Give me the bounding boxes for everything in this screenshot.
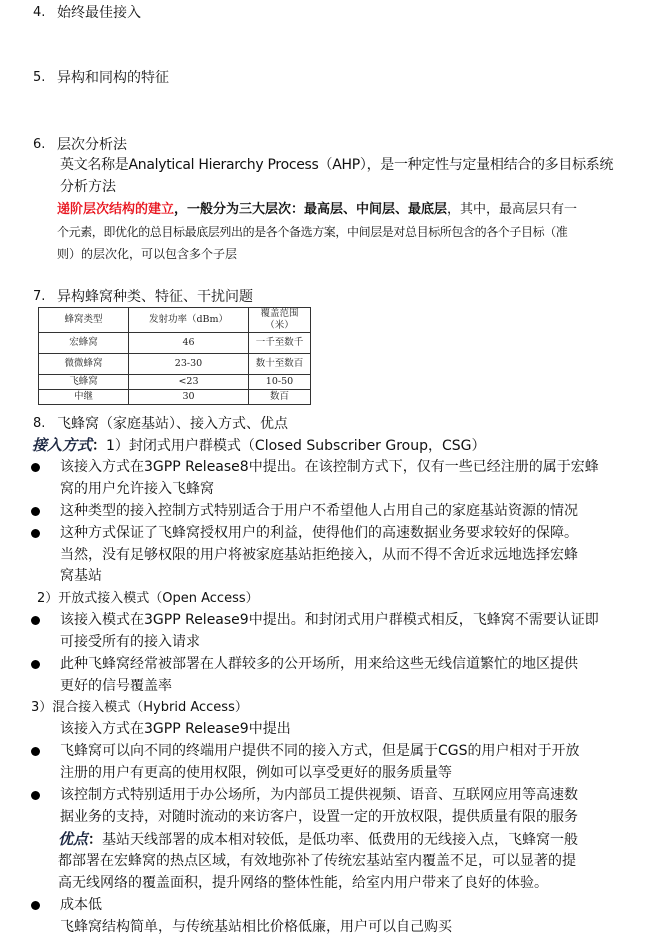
section-4-title: 始终最佳接入 bbox=[57, 5, 141, 21]
advantage-line bbox=[58, 829, 578, 849]
section-5-title: 异构和同构的特征 bbox=[57, 70, 169, 86]
table-row bbox=[39, 390, 311, 405]
table-cell: 数十至数百 bbox=[249, 354, 311, 375]
table-row bbox=[39, 375, 311, 390]
paragraph-line: 英文名称是Analytical Hierarchy Process（AHP），是一种定性与定量相结合的多目标系统 bbox=[60, 157, 614, 173]
bullet-line: 该接入模式在3GPP Release9中提出。和封闭式用户群模式相反，飞蜂窝不需要认证即 bbox=[60, 612, 599, 628]
section-number: 6. bbox=[33, 137, 46, 152]
colon: ： bbox=[92, 438, 107, 454]
paragraph-line: 高无线网络的覆盖面积，提升网络的整体性能，给室内用户带来了良好的体验。 bbox=[58, 875, 548, 891]
bullet-line: 该接入方式在3GPP Release8中提出。在该控制方式下，仅有一些已经注册的属于宏蜂 bbox=[60, 459, 599, 475]
paragraph-line bbox=[57, 200, 577, 220]
bullet-line: 此种飞蜂窝经常被部署在人群较多的公开场所，用来给这些无线信道繁忙的地区提供 bbox=[60, 656, 578, 672]
table-cell: 微微蜂窝 bbox=[39, 354, 129, 375]
table-row bbox=[39, 354, 311, 375]
bullet-line: 这种方式保证了飞蜂窝授权用户的利益，使得他们的高速数据业务要求较好的保障。 bbox=[60, 525, 578, 541]
table-cell: 10-50 bbox=[249, 375, 311, 390]
section-number: 7. bbox=[33, 289, 46, 304]
bullet-icon bbox=[31, 529, 40, 538]
paragraph-line: 则）的层次化，可以包含多个子层 bbox=[57, 247, 238, 261]
paragraph-line: 分析方法 bbox=[60, 179, 116, 195]
bullet-line: 该控制方式特别适用于办公场所，为内部员工提供视频、语音、互联网应用等高速数 bbox=[60, 787, 578, 803]
table-cell: 46 bbox=[129, 333, 249, 354]
table-cell: 30 bbox=[129, 390, 249, 405]
section-number: 4. bbox=[33, 5, 46, 20]
bullet-line: 这种类型的接入控制方式特别适合于用户不希望他人占用自己的家庭基站资源的情况 bbox=[60, 503, 578, 519]
bullet-icon bbox=[31, 660, 40, 669]
table-cell: 宏蜂窝 bbox=[39, 333, 129, 354]
table-cell: 23-30 bbox=[129, 354, 249, 375]
bullet-icon bbox=[31, 747, 40, 756]
paragraph-line: 飞蜂窝结构简单，与传统基站相比价格低廉，用户可以自己购买 bbox=[60, 919, 452, 935]
header-cell: 蜂窝类型 bbox=[39, 308, 129, 333]
table-cell: 数百 bbox=[249, 390, 311, 405]
section-number: 8. bbox=[33, 416, 46, 431]
highlight-text: 递阶层次结构的建立 bbox=[57, 202, 175, 217]
bullet-line: 成本低 bbox=[60, 897, 102, 913]
bullet-icon bbox=[31, 463, 40, 472]
bullet-line: 可接受所有的接入请求 bbox=[60, 634, 200, 650]
header-cell: 覆盖范围（米） bbox=[249, 308, 311, 333]
mode-1-title: 1）封闭式用户群模式（Closed Subscriber Group，CSG） bbox=[106, 438, 486, 454]
table-cell: 飞蜂窝 bbox=[39, 375, 129, 390]
access-label: 接入方式 bbox=[32, 436, 93, 454]
mode-3-title: 3）混合接入模式（Hybrid Access） bbox=[31, 700, 248, 715]
bullet-line: 注册的用户有更高的使用权限，例如可以享受更好的服务质量等 bbox=[60, 765, 452, 781]
table-row bbox=[39, 333, 311, 354]
bullet-line: 据业务的支持，对随时流动的来访客户，设置一定的开放权限，提供质量有限的服务 bbox=[60, 809, 578, 825]
bullet-line: 飞蜂窝可以向不同的终端用户提供不同的接入方式，但是属于CGS的用户相对于开放 bbox=[60, 743, 580, 759]
section-6-title: 层次分析法 bbox=[57, 137, 127, 153]
text: 基站天线部署的成本相对较低，是低功率、低费用的无线接入点，飞蜂窝一般 bbox=[102, 832, 579, 848]
header-cell: 发射功率（dBm） bbox=[129, 308, 249, 333]
table-cell: 中继 bbox=[39, 390, 129, 405]
table-cell: <23 bbox=[129, 375, 249, 390]
table-header-row bbox=[39, 308, 311, 333]
access-mode-line bbox=[32, 435, 486, 455]
paragraph-line: 都部署在宏蜂窝的热点区域，有效地弥补了传统宏基站室内覆盖不足，可以显著的提 bbox=[58, 853, 576, 869]
advantage-label: 优点 bbox=[58, 830, 89, 848]
bullet-line: 窝的用户允许接入飞蜂窝 bbox=[60, 481, 214, 497]
paragraph-line: 个元素，即优化的总目标最底层列出的是各个备选方案，中间层是对总目标所包含的各个子目标（准 bbox=[57, 225, 568, 239]
bullet-line: 更好的信号覆盖率 bbox=[60, 678, 172, 694]
bullet-line: 当然，没有足够权限的用户将被家庭基站拒绝接入，从而不得不舍近求远地选择宏蜂 bbox=[60, 547, 578, 563]
colon: ： bbox=[88, 832, 103, 848]
bullet-icon bbox=[31, 616, 40, 625]
bullet-icon bbox=[31, 901, 40, 910]
bold-text: ，一般分为三大层次： bbox=[174, 202, 305, 217]
mode-2-title: 2）开放式接入模式（Open Access） bbox=[37, 591, 259, 606]
text: ，其中，最高层只有一 bbox=[447, 202, 578, 217]
cell-type-table bbox=[38, 307, 311, 405]
table-cell: 一千至数千 bbox=[249, 333, 311, 354]
bullet-icon bbox=[31, 791, 40, 800]
section-number: 5. bbox=[33, 70, 46, 85]
bold-text: 最高层、中间层、最底层 bbox=[304, 202, 448, 217]
bullet-line: 窝基站 bbox=[60, 568, 102, 584]
bullet-icon bbox=[31, 507, 40, 516]
paragraph-line: 该接入方式在3GPP Release9中提出 bbox=[60, 721, 291, 737]
section-8-title: 飞蜂窝（家庭基站）、接入方式、优点 bbox=[57, 416, 288, 432]
section-7-title: 异构蜂窝种类、特征、干扰问题 bbox=[57, 289, 253, 305]
